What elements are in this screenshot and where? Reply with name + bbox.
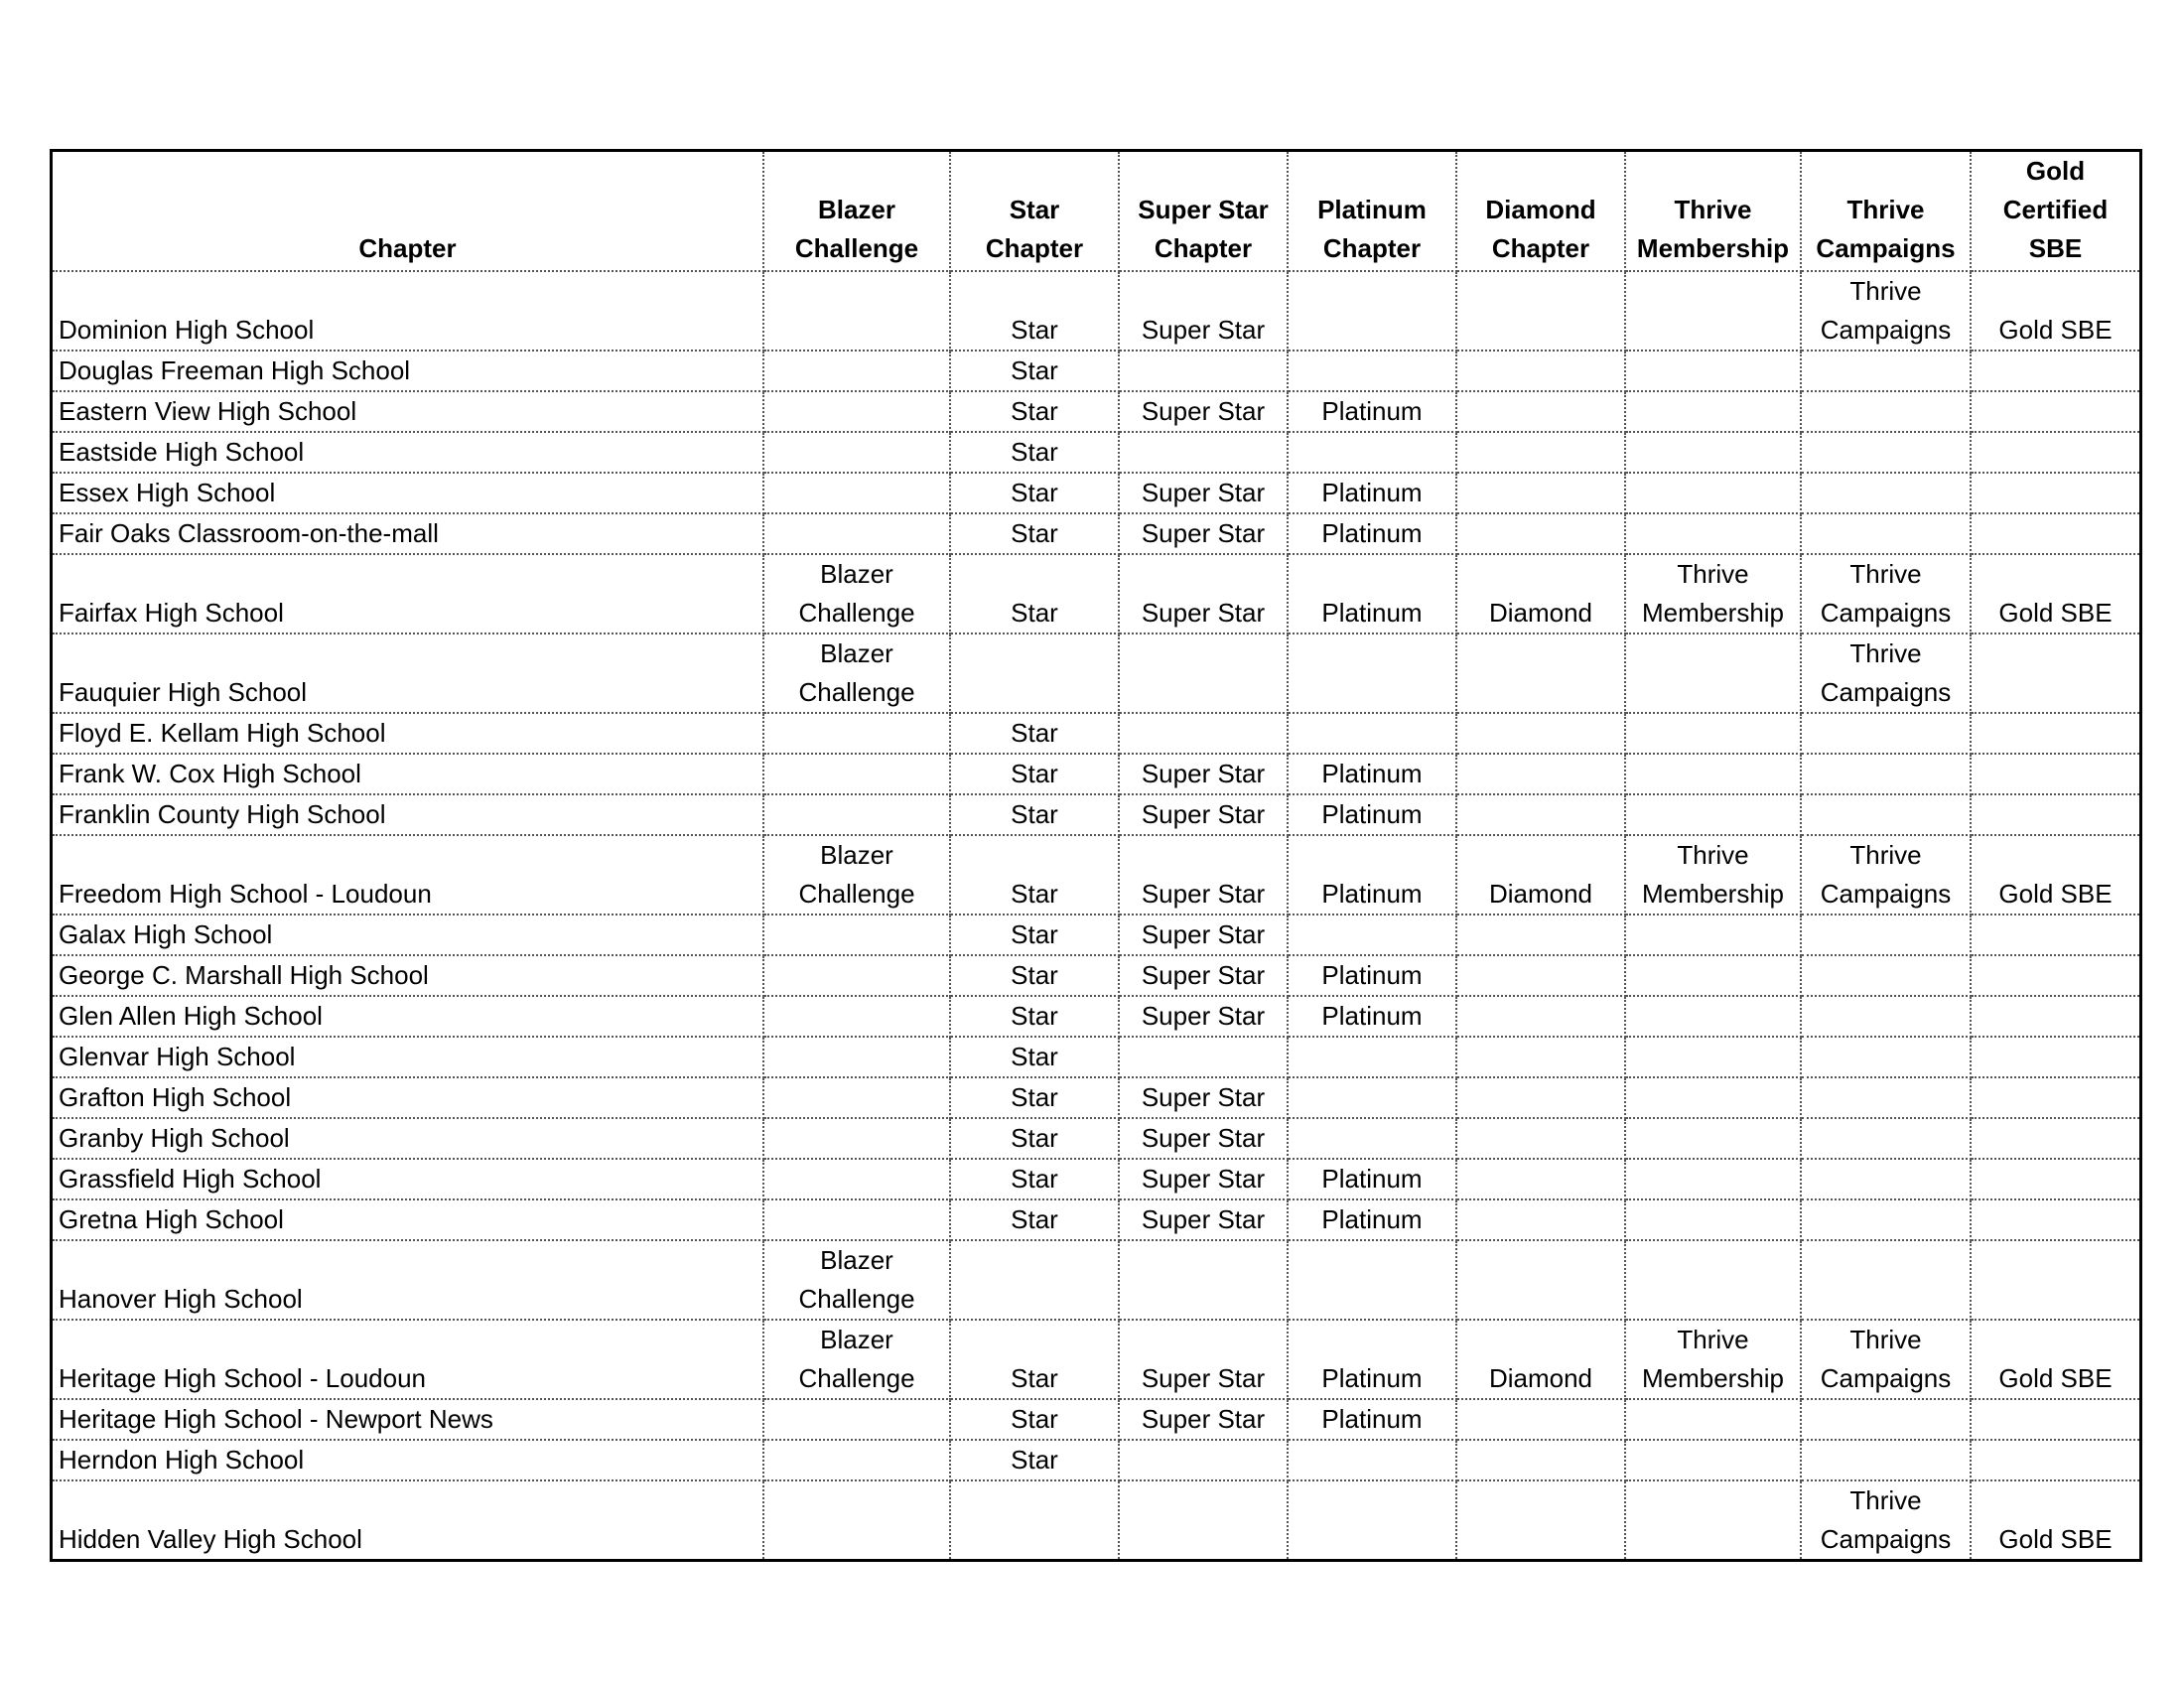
award-cell-thrive-campaigns bbox=[1801, 754, 1971, 794]
award-cell-blazer-challenge bbox=[763, 713, 950, 754]
chapter-name-cell: Franklin County High School bbox=[53, 794, 763, 835]
award-cell-diamond-chapter bbox=[1456, 271, 1625, 351]
award-cell-star-chapter: Star bbox=[950, 271, 1119, 351]
award-cell-diamond-chapter bbox=[1456, 432, 1625, 473]
award-cell-super-star-chapter: Super Star bbox=[1119, 1118, 1288, 1159]
award-cell-thrive-membership bbox=[1625, 1159, 1801, 1199]
award-cell-thrive-campaigns bbox=[1801, 1399, 1971, 1440]
chapter-name-cell: Heritage High School - Loudoun bbox=[53, 1320, 763, 1399]
award-cell-diamond-chapter bbox=[1456, 1480, 1625, 1559]
award-cell-thrive-membership bbox=[1625, 1118, 1801, 1159]
award-cell-diamond-chapter bbox=[1456, 1399, 1625, 1440]
award-cell-thrive-membership bbox=[1625, 713, 1801, 754]
chapter-name-cell: Douglas Freeman High School bbox=[53, 351, 763, 391]
chapter-name-cell: Glenvar High School bbox=[53, 1037, 763, 1077]
award-cell-gold-certified-sbe bbox=[1971, 1118, 2139, 1159]
award-cell-star-chapter: Star bbox=[950, 513, 1119, 554]
award-cell-diamond-chapter bbox=[1456, 1077, 1625, 1118]
award-cell-star-chapter: Star bbox=[950, 914, 1119, 955]
award-cell-gold-certified-sbe bbox=[1971, 1077, 2139, 1118]
chapter-name-cell: Eastside High School bbox=[53, 432, 763, 473]
table-row bbox=[53, 754, 2139, 794]
award-cell-diamond-chapter bbox=[1456, 996, 1625, 1037]
award-cell-star-chapter: Star bbox=[950, 1118, 1119, 1159]
column-header-super-star-chapter: Super Star Chapter bbox=[1119, 152, 1288, 271]
award-cell-platinum-chapter bbox=[1288, 1118, 1456, 1159]
award-cell-super-star-chapter bbox=[1119, 713, 1288, 754]
award-cell-gold-certified-sbe bbox=[1971, 633, 2139, 713]
award-cell-blazer-challenge bbox=[763, 473, 950, 513]
chapter-name-cell: Hanover High School bbox=[53, 1240, 763, 1320]
chapter-awards-table bbox=[53, 152, 2139, 1559]
chapter-name-cell: Frank W. Cox High School bbox=[53, 754, 763, 794]
award-cell-platinum-chapter: Platinum bbox=[1288, 1399, 1456, 1440]
award-cell-gold-certified-sbe bbox=[1971, 1199, 2139, 1240]
chapter-name-cell: Galax High School bbox=[53, 914, 763, 955]
award-cell-gold-certified-sbe bbox=[1971, 391, 2139, 432]
table-row bbox=[53, 914, 2139, 955]
award-cell-platinum-chapter: Platinum bbox=[1288, 794, 1456, 835]
award-cell-blazer-challenge bbox=[763, 1480, 950, 1559]
award-cell-gold-certified-sbe: Gold SBE bbox=[1971, 554, 2139, 633]
award-cell-platinum-chapter: Platinum bbox=[1288, 513, 1456, 554]
award-cell-super-star-chapter: Super Star bbox=[1119, 271, 1288, 351]
chapter-name-cell: Essex High School bbox=[53, 473, 763, 513]
award-cell-gold-certified-sbe bbox=[1971, 1399, 2139, 1440]
award-cell-diamond-chapter bbox=[1456, 513, 1625, 554]
award-cell-blazer-challenge bbox=[763, 955, 950, 996]
award-cell-star-chapter: Star bbox=[950, 473, 1119, 513]
chapter-name-cell: Dominion High School bbox=[53, 271, 763, 351]
award-cell-thrive-campaigns bbox=[1801, 1159, 1971, 1199]
award-cell-thrive-membership: Thrive Membership bbox=[1625, 554, 1801, 633]
award-cell-star-chapter: Star bbox=[950, 554, 1119, 633]
award-cell-star-chapter: Star bbox=[950, 1077, 1119, 1118]
award-cell-super-star-chapter: Super Star bbox=[1119, 1199, 1288, 1240]
award-cell-thrive-campaigns bbox=[1801, 1077, 1971, 1118]
award-cell-gold-certified-sbe bbox=[1971, 955, 2139, 996]
chapter-name-cell: Herndon High School bbox=[53, 1440, 763, 1480]
award-cell-star-chapter: Star bbox=[950, 955, 1119, 996]
award-cell-gold-certified-sbe bbox=[1971, 794, 2139, 835]
table-row bbox=[53, 271, 2139, 351]
chapter-name-cell: Eastern View High School bbox=[53, 391, 763, 432]
award-cell-thrive-campaigns bbox=[1801, 1240, 1971, 1320]
column-header-star-chapter: Star Chapter bbox=[950, 152, 1119, 271]
award-cell-diamond-chapter bbox=[1456, 754, 1625, 794]
table-row bbox=[53, 473, 2139, 513]
award-cell-super-star-chapter bbox=[1119, 1440, 1288, 1480]
award-cell-platinum-chapter bbox=[1288, 271, 1456, 351]
award-cell-blazer-challenge bbox=[763, 1037, 950, 1077]
award-cell-thrive-campaigns bbox=[1801, 996, 1971, 1037]
award-cell-thrive-campaigns bbox=[1801, 391, 1971, 432]
award-cell-platinum-chapter bbox=[1288, 351, 1456, 391]
award-cell-star-chapter: Star bbox=[950, 1037, 1119, 1077]
column-header-blazer-challenge: Blazer Challenge bbox=[763, 152, 950, 271]
chapter-name-cell: Grafton High School bbox=[53, 1077, 763, 1118]
award-cell-star-chapter bbox=[950, 633, 1119, 713]
award-cell-super-star-chapter: Super Star bbox=[1119, 955, 1288, 996]
award-cell-platinum-chapter: Platinum bbox=[1288, 1320, 1456, 1399]
award-cell-platinum-chapter bbox=[1288, 1077, 1456, 1118]
table-row bbox=[53, 794, 2139, 835]
award-cell-diamond-chapter bbox=[1456, 1240, 1625, 1320]
award-cell-thrive-membership bbox=[1625, 513, 1801, 554]
award-cell-diamond-chapter bbox=[1456, 351, 1625, 391]
award-cell-star-chapter: Star bbox=[950, 351, 1119, 391]
award-cell-thrive-membership bbox=[1625, 996, 1801, 1037]
award-cell-diamond-chapter bbox=[1456, 1199, 1625, 1240]
column-header-thrive-campaigns: Thrive Campaigns bbox=[1801, 152, 1971, 271]
award-cell-super-star-chapter: Super Star bbox=[1119, 835, 1288, 914]
award-cell-star-chapter: Star bbox=[950, 1199, 1119, 1240]
award-cell-thrive-campaigns bbox=[1801, 914, 1971, 955]
award-cell-platinum-chapter bbox=[1288, 1440, 1456, 1480]
award-cell-platinum-chapter: Platinum bbox=[1288, 955, 1456, 996]
award-cell-star-chapter bbox=[950, 1240, 1119, 1320]
table-row bbox=[53, 1037, 2139, 1077]
award-cell-super-star-chapter bbox=[1119, 1240, 1288, 1320]
award-cell-blazer-challenge bbox=[763, 432, 950, 473]
award-cell-gold-certified-sbe bbox=[1971, 713, 2139, 754]
column-header-chapter: Chapter bbox=[53, 152, 763, 271]
award-cell-platinum-chapter: Platinum bbox=[1288, 391, 1456, 432]
award-cell-platinum-chapter bbox=[1288, 914, 1456, 955]
award-cell-thrive-campaigns bbox=[1801, 794, 1971, 835]
award-cell-star-chapter: Star bbox=[950, 1440, 1119, 1480]
award-cell-blazer-challenge: Blazer Challenge bbox=[763, 835, 950, 914]
award-cell-super-star-chapter bbox=[1119, 633, 1288, 713]
award-cell-platinum-chapter bbox=[1288, 713, 1456, 754]
award-cell-diamond-chapter bbox=[1456, 955, 1625, 996]
award-cell-blazer-challenge bbox=[763, 391, 950, 432]
award-cell-thrive-membership bbox=[1625, 391, 1801, 432]
award-cell-blazer-challenge bbox=[763, 1199, 950, 1240]
award-cell-thrive-membership bbox=[1625, 1399, 1801, 1440]
award-cell-thrive-campaigns: Thrive Campaigns bbox=[1801, 554, 1971, 633]
award-cell-super-star-chapter bbox=[1119, 1480, 1288, 1559]
award-cell-blazer-challenge bbox=[763, 1399, 950, 1440]
table-row bbox=[53, 633, 2139, 713]
award-cell-super-star-chapter: Super Star bbox=[1119, 1077, 1288, 1118]
award-cell-thrive-membership bbox=[1625, 473, 1801, 513]
award-cell-blazer-challenge bbox=[763, 351, 950, 391]
award-cell-thrive-membership bbox=[1625, 432, 1801, 473]
award-cell-thrive-campaigns bbox=[1801, 473, 1971, 513]
award-cell-gold-certified-sbe bbox=[1971, 351, 2139, 391]
award-cell-platinum-chapter bbox=[1288, 432, 1456, 473]
award-cell-blazer-challenge: Blazer Challenge bbox=[763, 1320, 950, 1399]
chapter-name-cell: Fauquier High School bbox=[53, 633, 763, 713]
award-cell-super-star-chapter: Super Star bbox=[1119, 996, 1288, 1037]
table-row bbox=[53, 1320, 2139, 1399]
award-cell-star-chapter: Star bbox=[950, 432, 1119, 473]
award-cell-blazer-challenge bbox=[763, 1077, 950, 1118]
award-cell-blazer-challenge bbox=[763, 794, 950, 835]
table-row bbox=[53, 955, 2139, 996]
award-cell-thrive-campaigns bbox=[1801, 1118, 1971, 1159]
award-cell-thrive-membership bbox=[1625, 955, 1801, 996]
award-cell-blazer-challenge bbox=[763, 914, 950, 955]
award-cell-gold-certified-sbe bbox=[1971, 754, 2139, 794]
award-cell-thrive-campaigns bbox=[1801, 955, 1971, 996]
award-cell-star-chapter: Star bbox=[950, 835, 1119, 914]
award-cell-blazer-challenge bbox=[763, 1118, 950, 1159]
table-row bbox=[53, 351, 2139, 391]
award-cell-thrive-campaigns: Thrive Campaigns bbox=[1801, 271, 1971, 351]
award-cell-thrive-membership bbox=[1625, 271, 1801, 351]
award-cell-diamond-chapter bbox=[1456, 914, 1625, 955]
chapter-name-cell: Floyd E. Kellam High School bbox=[53, 713, 763, 754]
award-cell-diamond-chapter bbox=[1456, 1037, 1625, 1077]
award-cell-gold-certified-sbe bbox=[1971, 473, 2139, 513]
table-row bbox=[53, 1480, 2139, 1559]
award-cell-super-star-chapter: Super Star bbox=[1119, 513, 1288, 554]
chapter-name-cell: Glen Allen High School bbox=[53, 996, 763, 1037]
table-row bbox=[53, 391, 2139, 432]
award-cell-star-chapter: Star bbox=[950, 713, 1119, 754]
table-row bbox=[53, 713, 2139, 754]
award-cell-thrive-membership bbox=[1625, 1480, 1801, 1559]
award-cell-gold-certified-sbe bbox=[1971, 1037, 2139, 1077]
award-cell-platinum-chapter bbox=[1288, 1240, 1456, 1320]
award-cell-platinum-chapter bbox=[1288, 1480, 1456, 1559]
chapter-name-cell: Granby High School bbox=[53, 1118, 763, 1159]
award-cell-diamond-chapter bbox=[1456, 1440, 1625, 1480]
award-cell-thrive-membership: Thrive Membership bbox=[1625, 1320, 1801, 1399]
award-cell-blazer-challenge bbox=[763, 513, 950, 554]
award-cell-star-chapter: Star bbox=[950, 794, 1119, 835]
award-cell-super-star-chapter: Super Star bbox=[1119, 473, 1288, 513]
award-cell-platinum-chapter: Platinum bbox=[1288, 835, 1456, 914]
column-header-gold-certified-sbe: Gold Certified SBE bbox=[1971, 152, 2139, 271]
award-cell-diamond-chapter bbox=[1456, 633, 1625, 713]
award-cell-super-star-chapter bbox=[1119, 432, 1288, 473]
award-cell-thrive-membership bbox=[1625, 1037, 1801, 1077]
award-cell-star-chapter bbox=[950, 1480, 1119, 1559]
award-cell-diamond-chapter bbox=[1456, 713, 1625, 754]
award-cell-blazer-challenge bbox=[763, 1159, 950, 1199]
column-header-platinum-chapter: Platinum Chapter bbox=[1288, 152, 1456, 271]
award-cell-platinum-chapter bbox=[1288, 1037, 1456, 1077]
award-cell-blazer-challenge bbox=[763, 996, 950, 1037]
award-cell-diamond-chapter bbox=[1456, 1159, 1625, 1199]
chapter-name-cell: George C. Marshall High School bbox=[53, 955, 763, 996]
award-cell-platinum-chapter: Platinum bbox=[1288, 1199, 1456, 1240]
chapter-name-cell: Heritage High School - Newport News bbox=[53, 1399, 763, 1440]
awards-table-container bbox=[50, 149, 2142, 1562]
award-cell-super-star-chapter: Super Star bbox=[1119, 1320, 1288, 1399]
award-cell-diamond-chapter: Diamond bbox=[1456, 554, 1625, 633]
award-cell-gold-certified-sbe: Gold SBE bbox=[1971, 271, 2139, 351]
award-cell-star-chapter: Star bbox=[950, 1399, 1119, 1440]
table-row bbox=[53, 554, 2139, 633]
award-cell-blazer-challenge: Blazer Challenge bbox=[763, 1240, 950, 1320]
award-cell-diamond-chapter bbox=[1456, 794, 1625, 835]
award-cell-star-chapter: Star bbox=[950, 1159, 1119, 1199]
award-cell-gold-certified-sbe: Gold SBE bbox=[1971, 835, 2139, 914]
award-cell-blazer-challenge bbox=[763, 271, 950, 351]
award-cell-diamond-chapter bbox=[1456, 391, 1625, 432]
chapter-name-cell: Fairfax High School bbox=[53, 554, 763, 633]
award-cell-blazer-challenge: Blazer Challenge bbox=[763, 633, 950, 713]
award-cell-gold-certified-sbe bbox=[1971, 1159, 2139, 1199]
chapter-name-cell: Gretna High School bbox=[53, 1199, 763, 1240]
award-cell-thrive-campaigns bbox=[1801, 1440, 1971, 1480]
award-cell-star-chapter: Star bbox=[950, 754, 1119, 794]
award-cell-thrive-campaigns bbox=[1801, 351, 1971, 391]
award-cell-super-star-chapter: Super Star bbox=[1119, 794, 1288, 835]
award-cell-thrive-campaigns bbox=[1801, 713, 1971, 754]
award-cell-thrive-campaigns bbox=[1801, 513, 1971, 554]
award-cell-star-chapter: Star bbox=[950, 1320, 1119, 1399]
chapter-name-cell: Fair Oaks Classroom-on-the-mall bbox=[53, 513, 763, 554]
award-cell-thrive-membership: Thrive Membership bbox=[1625, 835, 1801, 914]
award-cell-super-star-chapter: Super Star bbox=[1119, 1399, 1288, 1440]
table-row bbox=[53, 1159, 2139, 1199]
chapter-name-cell: Freedom High School - Loudoun bbox=[53, 835, 763, 914]
award-cell-thrive-membership bbox=[1625, 794, 1801, 835]
header-row bbox=[53, 152, 2139, 271]
table-body bbox=[53, 271, 2139, 1559]
award-cell-blazer-challenge bbox=[763, 1440, 950, 1480]
award-cell-super-star-chapter: Super Star bbox=[1119, 554, 1288, 633]
award-cell-gold-certified-sbe bbox=[1971, 432, 2139, 473]
award-cell-gold-certified-sbe bbox=[1971, 996, 2139, 1037]
award-cell-thrive-campaigns: Thrive Campaigns bbox=[1801, 835, 1971, 914]
table-row bbox=[53, 1440, 2139, 1480]
award-cell-thrive-membership bbox=[1625, 914, 1801, 955]
award-cell-super-star-chapter bbox=[1119, 351, 1288, 391]
column-header-diamond-chapter: Diamond Chapter bbox=[1456, 152, 1625, 271]
award-cell-star-chapter: Star bbox=[950, 996, 1119, 1037]
table-row bbox=[53, 1399, 2139, 1440]
column-header-thrive-membership: Thrive Membership bbox=[1625, 152, 1801, 271]
award-cell-gold-certified-sbe bbox=[1971, 513, 2139, 554]
award-cell-thrive-membership bbox=[1625, 754, 1801, 794]
table-row bbox=[53, 996, 2139, 1037]
table-row bbox=[53, 1118, 2139, 1159]
award-cell-gold-certified-sbe: Gold SBE bbox=[1971, 1320, 2139, 1399]
award-cell-diamond-chapter bbox=[1456, 1118, 1625, 1159]
award-cell-platinum-chapter: Platinum bbox=[1288, 1159, 1456, 1199]
award-cell-blazer-challenge bbox=[763, 754, 950, 794]
award-cell-super-star-chapter bbox=[1119, 1037, 1288, 1077]
award-cell-diamond-chapter bbox=[1456, 473, 1625, 513]
table-row bbox=[53, 1199, 2139, 1240]
table-row bbox=[53, 835, 2139, 914]
award-cell-super-star-chapter: Super Star bbox=[1119, 1159, 1288, 1199]
award-cell-thrive-membership bbox=[1625, 1440, 1801, 1480]
table-row bbox=[53, 1240, 2139, 1320]
award-cell-thrive-membership bbox=[1625, 1199, 1801, 1240]
award-cell-gold-certified-sbe bbox=[1971, 914, 2139, 955]
award-cell-gold-certified-sbe bbox=[1971, 1440, 2139, 1480]
table-row bbox=[53, 513, 2139, 554]
award-cell-thrive-campaigns bbox=[1801, 432, 1971, 473]
award-cell-thrive-membership bbox=[1625, 1077, 1801, 1118]
award-cell-platinum-chapter: Platinum bbox=[1288, 754, 1456, 794]
award-cell-thrive-campaigns bbox=[1801, 1037, 1971, 1077]
chapter-name-cell: Hidden Valley High School bbox=[53, 1480, 763, 1559]
award-cell-diamond-chapter: Diamond bbox=[1456, 835, 1625, 914]
award-cell-super-star-chapter: Super Star bbox=[1119, 914, 1288, 955]
award-cell-thrive-campaigns: Thrive Campaigns bbox=[1801, 1480, 1971, 1559]
award-cell-diamond-chapter: Diamond bbox=[1456, 1320, 1625, 1399]
table-row bbox=[53, 432, 2139, 473]
award-cell-thrive-campaigns: Thrive Campaigns bbox=[1801, 633, 1971, 713]
chapter-name-cell: Grassfield High School bbox=[53, 1159, 763, 1199]
award-cell-super-star-chapter: Super Star bbox=[1119, 391, 1288, 432]
award-cell-thrive-campaigns: Thrive Campaigns bbox=[1801, 1320, 1971, 1399]
award-cell-thrive-membership bbox=[1625, 1240, 1801, 1320]
award-cell-gold-certified-sbe: Gold SBE bbox=[1971, 1480, 2139, 1559]
award-cell-platinum-chapter: Platinum bbox=[1288, 996, 1456, 1037]
award-cell-thrive-membership bbox=[1625, 633, 1801, 713]
table-row bbox=[53, 1077, 2139, 1118]
award-cell-platinum-chapter bbox=[1288, 633, 1456, 713]
award-cell-platinum-chapter: Platinum bbox=[1288, 554, 1456, 633]
award-cell-star-chapter: Star bbox=[950, 391, 1119, 432]
award-cell-super-star-chapter: Super Star bbox=[1119, 754, 1288, 794]
award-cell-blazer-challenge: Blazer Challenge bbox=[763, 554, 950, 633]
award-cell-thrive-membership bbox=[1625, 351, 1801, 391]
award-cell-gold-certified-sbe bbox=[1971, 1240, 2139, 1320]
award-cell-platinum-chapter: Platinum bbox=[1288, 473, 1456, 513]
award-cell-thrive-campaigns bbox=[1801, 1199, 1971, 1240]
